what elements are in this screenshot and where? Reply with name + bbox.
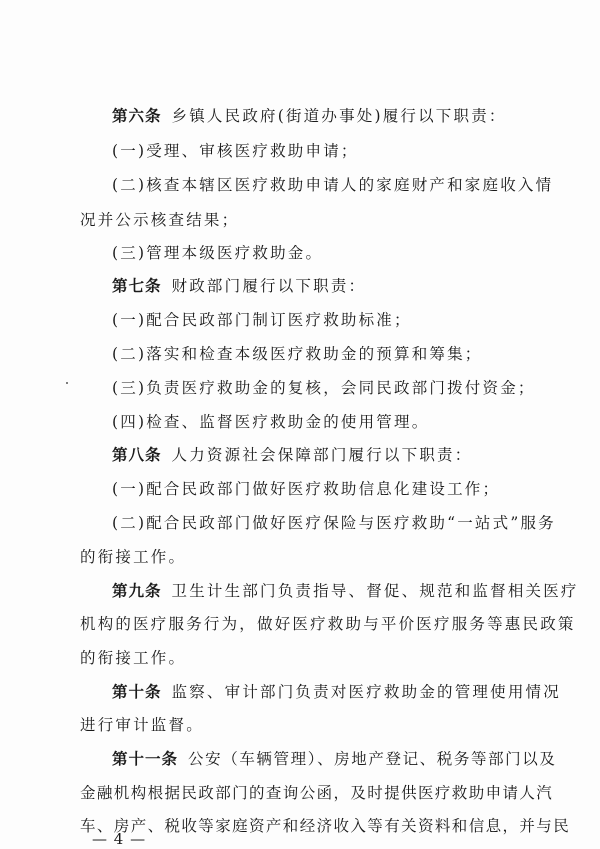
article-text: 人力资源社会保障部门履行以下职责： (171, 446, 473, 464)
article-heading: 第十一条 (112, 749, 179, 768)
article-11-continued-2: 车、房产、税收等家庭资产和经济收入等有关资料和信息，并与民 (80, 817, 571, 835)
article-11-continued-1: 金融机构根据民政部门的查询公函，及时提供医疗救助申请人汽 (80, 784, 554, 802)
article-heading: 第十条 (112, 682, 162, 701)
article-heading: 第九条 (112, 581, 162, 600)
article-8 (112, 445, 472, 465)
article-heading: 第六条 (112, 106, 162, 125)
article-8-item-2-continued: 的衔接工作。 (80, 548, 187, 566)
article-7-item-3: (三)负责医疗救助金的复核，会同民政部门拨付资金； (112, 379, 536, 397)
article-8-item-2: (二)配合民政部门做好医疗保险与医疗救助“一站式”服务 (112, 514, 556, 532)
article-7-item-4: (四)检查、监督医疗救助金的使用管理。 (112, 413, 430, 431)
page-number: — 4 — (92, 830, 147, 848)
article-7-item-2: (二)落实和检查本级医疗救助金的预算和筹集； (112, 345, 483, 363)
article-text: 公安（车辆管理）、房地产登记、税务等部门以及 (188, 750, 557, 768)
article-7 (112, 276, 366, 296)
article-10 (112, 682, 561, 702)
article-heading: 第七条 (112, 276, 162, 295)
article-6 (112, 106, 507, 126)
article-6-item-3: (三)管理本级医疗救助金。 (112, 244, 324, 262)
article-6-item-2: (二)核查本辖区医疗救助申请人的家庭财产和家庭收入情 (112, 176, 554, 194)
article-text: 卫生计生部门负责指导、督促、规范和监督相关医疗 (171, 582, 579, 600)
article-6-item-1: (一)受理、审核医疗救助申请； (112, 142, 359, 160)
article-7-item-1: (一)配合民政部门制订医疗救助标准； (112, 311, 412, 329)
article-10-continued: 进行审计监督。 (80, 716, 204, 734)
article-11 (112, 749, 556, 769)
article-text: 监察、审计部门负责对医疗救助金的管理使用情况 (171, 683, 561, 701)
article-9-continued-1: 机构的医疗服务行为，做好医疗救助与平价医疗服务等惠民政策 (80, 615, 576, 633)
article-9 (112, 581, 579, 601)
scan-speck (66, 382, 68, 384)
article-heading: 第八条 (112, 445, 162, 464)
article-6-item-2-continued: 况并公示核查结果； (80, 211, 240, 229)
article-text: 乡镇人民政府(街道办事处)履行以下职责： (171, 107, 507, 125)
article-9-continued-2: 的衔接工作。 (80, 649, 187, 667)
article-text: 财政部门履行以下职责： (171, 277, 367, 295)
article-8-item-1: (一)配合民政部门做好医疗救助信息化建设工作； (112, 480, 501, 498)
